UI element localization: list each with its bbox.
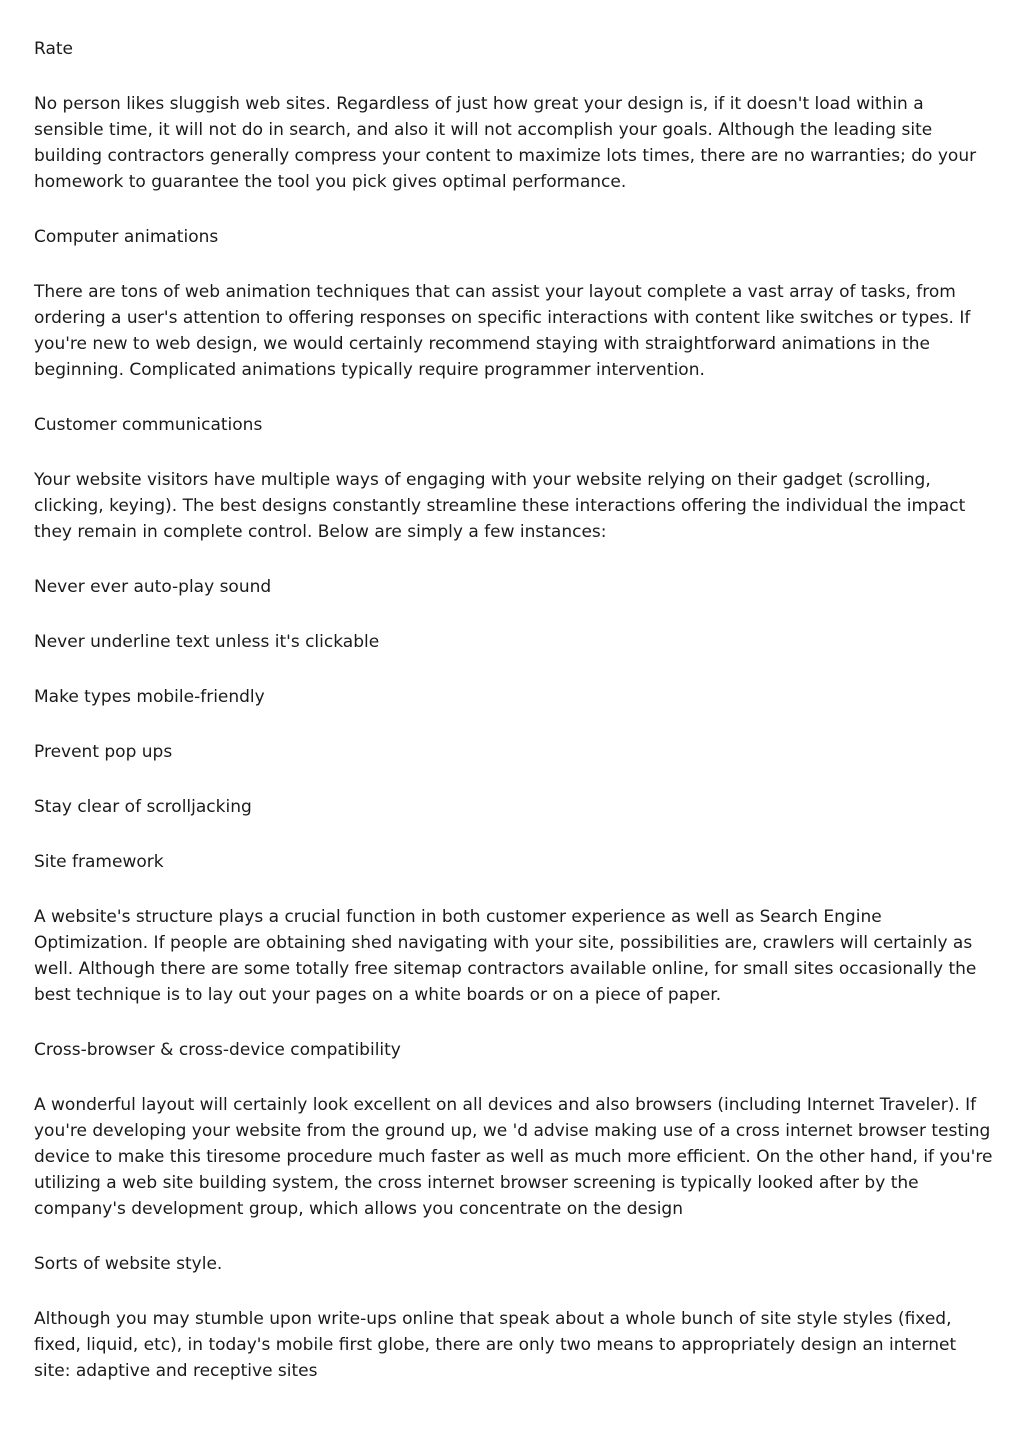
list-item-underline-text: Never underline text unless it's clickable	[34, 632, 380, 652]
list-item-auto-play-sound: Never ever auto-play sound	[34, 577, 272, 597]
list-item-mobile-friendly: Make types mobile-friendly	[34, 687, 265, 707]
heading-compatibility: Cross-browser & cross-device compatibility	[34, 1040, 401, 1060]
paragraph-website-style: Although you may stumble upon write-ups online that speak about a whole bunch of site style styles (fixed, fixed, liquid, etc), in today's mobile first globe, there are only two means to appropriately design an internet site: adaptive and receptive sites	[34, 1309, 957, 1381]
heading-rate: Rate	[34, 39, 73, 59]
paragraph-customer-communications: Your website visitors have multiple ways of engaging with your website relying on their gadget (scrolling, clicking, keying). The best designs constantly streamline these interactions offering the individual the impact they remain in complete control. Below are simply a few instances:	[34, 470, 966, 542]
heading-computer-animations: Computer animations	[34, 227, 219, 247]
paragraph-site-framework: A website's structure plays a crucial function in both customer experience as well as Search Engine Optimization. If people are obtaining shed navigating with your site, possibilities are, crawlers will certainly as well. Although there are some totally free sitemap contractors available online, for small sites occasionally the best technique is to lay out your pages on a white boards or on a piece of paper.	[34, 907, 977, 1005]
document-body	[34, 36, 994, 1413]
list-item-scrolljacking: Stay clear of scrolljacking	[34, 797, 252, 817]
heading-website-style: Sorts of website style.	[34, 1254, 223, 1274]
paragraph-rate: No person likes sluggish web sites. Regardless of just how great your design is, if it doesn't load within a sensible time, it will not do in search, and also it will not accomplish your goals. Although the leading site building contractors generally compress your content to maximize lots times, there are no warranties; do your homework to guarantee the tool you pick gives optimal performance.	[34, 94, 977, 192]
heading-customer-communications: Customer communications	[34, 415, 263, 435]
list-item-pop-ups: Prevent pop ups	[34, 742, 173, 762]
heading-site-framework: Site framework	[34, 852, 164, 872]
paragraph-compatibility: A wonderful layout will certainly look excellent on all devices and also browsers (including Internet Traveler). If you're developing your website from the ground up, we 'd advise making use of a cross internet browser testing device to make this tiresome procedure much faster as well as much more efficient. On the other hand, if you're utilizing a web site building system, the cross internet browser screening is typically looked after by the company's development group, which allows you concentrate on the design	[34, 1095, 993, 1219]
paragraph-computer-animations: There are tons of web animation techniques that can assist your layout complete a vast array of tasks, from ordering a user's attention to offering responses on specific interactions with content like switches or types. If you're new to web design, we would certainly recommend staying with straightforward animations in the beginning. Complicated animations typically require programmer intervention.	[34, 282, 971, 380]
